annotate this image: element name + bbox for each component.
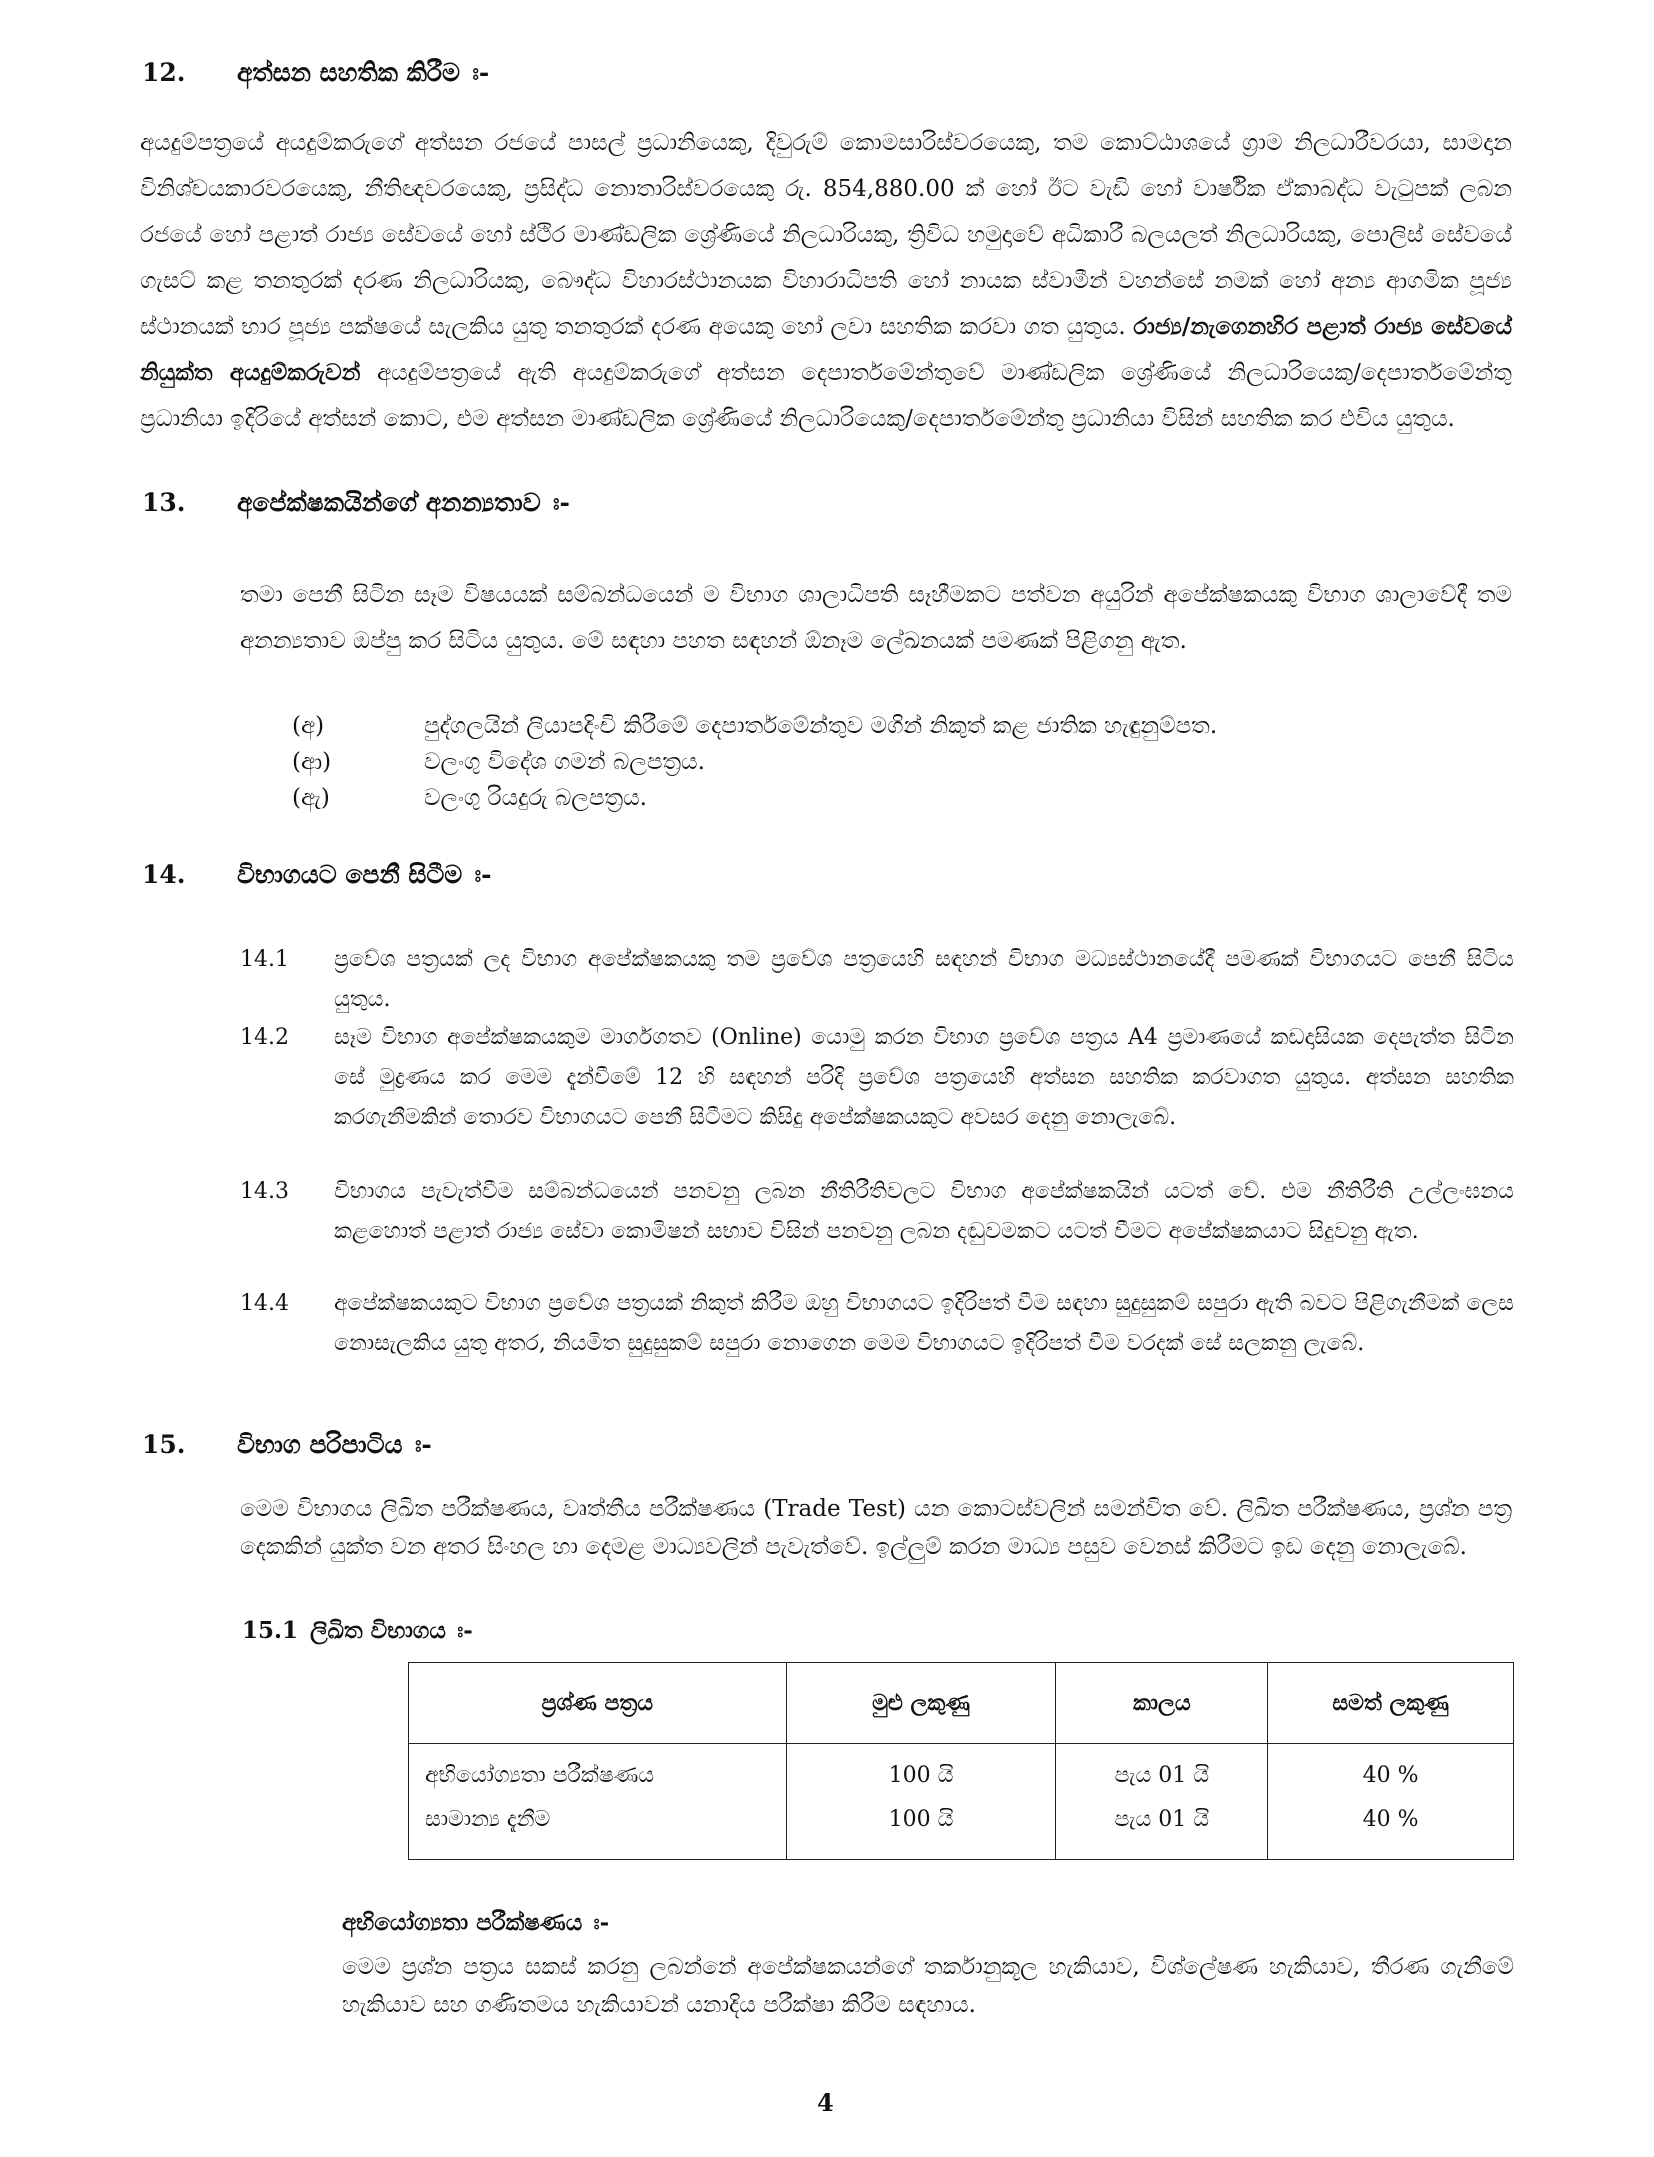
section-12-text-1: අයදුම්පත්‍රයේ අයදුම්කරුගේ අත්සන රජයේ පාසල් ප්‍රධානියෙකු, දිවුරුම් කොමසාරිස්වරයෙකු, තම කොට්ඨාශයේ ග්‍රාම නිලධාරීවරයා, සාමදාන විනිශ්චයකාරවරයෙකු, නීතිඥවරයෙකු, ප්‍රසිද්ධ නොතාරිස්වරයෙකු රු. 854,880.00 ක් හෝ ඊට වැඩි හෝ වාර්ෂික ඒකාබද්ධ වැටුපක් ලබන රජයේ හෝ පළාත් රාජ්‍ය සේවයේ හෝ ස්ථිර මාණ්ඩලික ශ්‍රේණියේ නිලධාරියකු, ත්‍රිවිධ හමුදාවේ අධිකාරී බලයලත් නිලධාරියකු, පොලිස් සේවයේ ගැසට් කළ තනතුරක් දරණ නිලධාරියකු, බෞද්ධ විහාරස්ථානයක විහාරාධිපති හෝ නායක ස්වාමීන් වහන්සේ නමක් හෝ අන්‍ය ආගමික පූජ්‍ය ස්ථානයක් භාර පූජ්‍ය පක්ෂයේ සැලකිය යුතු තනතුරක් දරණ අයෙකු හෝ ලවා සහතික කරවා ගත යුතුය.	[140, 130, 1512, 340]
section-title: විභාග පරිපාටිය ඃ-	[237, 1430, 432, 1459]
list-marker: (ඇ)	[292, 785, 330, 811]
list-text: වලංගු රියදුරු බලපත්‍රය.	[424, 785, 647, 811]
section-15-text: මෙම විභාගය ලිඛිත පරීක්ෂණය, වෘත්තීය පරීක්ෂණය (Trade Test) යන කොටස්වලින් සමන්විත වේ. ලිඛිත පරීක්ෂණය, ප්‍රශ්න පත්‍ර දෙකකින් යුක්ත වන අතර සිංහල හා දෙමළ මාධ්‍යවලින් පැවැත්වේ. ඉල්ලුම් කරන මාධ්‍ය පසුව වෙනස් කිරීමට ඉඩ දෙනු නොලැබේ.	[240, 1496, 1512, 1560]
table-cell-paper	[409, 1744, 787, 1860]
table-cell-pass-mark	[1268, 1744, 1514, 1860]
subsection-number: 14.4	[240, 1291, 289, 1316]
table-cell-marks	[786, 1744, 1056, 1860]
subsection-title: ලිඛිත විභාගය ඃ-	[310, 1617, 473, 1644]
subsection-number: 15.1	[242, 1617, 299, 1644]
section-number: 14.	[142, 860, 186, 889]
subsection-14-2	[240, 1018, 1514, 1178]
subsection-text: අපේක්ෂකයකුට විභාග ප්‍රවේශ පත්‍රයක් නිකුත් කිරීම ඔහු විභාගයට ඉදිරිපත් වීම සඳහා සුදුසුකම් සපුරා ඇති බවට පිළිගැනීමක් ලෙස නොසැලකිය යුතු අතර, නියමිත සුදුසුකම් සපුරා නොගෙන මෙම විභාගයට ඉදිරිපත් වීම වරදක් සේ සලකනු ලැබේ.	[334, 1291, 1514, 1356]
paper-name: අභියෝග්‍යතා පරීක්ෂණය	[425, 1763, 655, 1788]
section-12-bold-text: රාජ්‍ය/නැගෙනහිර පළාත් රාජ්‍ය සේවයේ නියුක්ත අයදුම්කරුවන්	[140, 313, 1513, 386]
subsection-14-4	[240, 1284, 1514, 1404]
section-12-body	[140, 120, 1512, 442]
total-marks: 100 යි	[888, 1763, 954, 1788]
aptitude-test-text: මෙම ප්‍රශ්න පත්‍රය සකස් කරනු ලබන්නේ අපේක්ෂකයන්ගේ තර්කානුකූල හැකියාව, විශ්ලේෂණ හැකියාව, තීරණ ගැනීමේ හැකියාව සහ ගණිතමය හැකියාවන් යනාදිය පරීක්ෂා කිරීම සඳහාය.	[342, 1954, 1514, 2018]
section-number: 12.	[142, 58, 186, 87]
aptitude-test-heading	[342, 1906, 1042, 1940]
section-number: 13.	[142, 488, 186, 517]
list-marker: (අ)	[292, 713, 325, 739]
list-marker: (ආ)	[292, 749, 332, 775]
subsection-14-3	[240, 1172, 1514, 1292]
section-12-text-2: අයදුම්පත්‍රයේ ඇති අයදුම්කරුගේ අත්සන දෙපාර්තමේන්තුවේ මාණ්ඩලික ශ්‍රේණියේ නිලධාරියෙකු/දෙපාර්තමේන්තු ප්‍රධානියා ඉදිරියේ අත්සන් කොට, එම අත්සන මාණ්ඩලික ශ්‍රේණියේ නිලධාරියෙකු/දෙපාර්තමේන්තු ප්‍රධානියා විසින් සහතික කර එවිය යුතුය.	[140, 360, 1512, 432]
subsection-text: සෑම විභාග අපේක්ෂකයකුම මාර්ගගතව (Online) යොමු කරන විභාග ප්‍රවේශ පත්‍රය A4 ප්‍රමාණයේ කඩදාසියක දෙපැත්ත සිටින සේ මුද්‍රණය කර මෙම දැන්වීමේ 12 හි සඳහන් පරිදි ප්‍රවේශ පත්‍රයෙහි අත්සන සහතික කරවාගත යුතුය. අත්සන සහතික කරගැනීමකින් තොරව විභාගයට පෙනී සිටීමට කිසිදු අපේක්ෂකයකුට අවසර දෙනු නොලැබේ.	[334, 1025, 1514, 1130]
table-header: සමත් ලකුණු	[1268, 1663, 1514, 1744]
list-text: පුද්ගලයින් ලියාපදිංචි කිරීමේ දෙපාර්තමේන්තුව මගින් නිකුත් කළ ජාතික හැඳුනුම්පත.	[424, 713, 1218, 739]
subsection-number: 14.3	[240, 1179, 289, 1204]
subsection-number: 14.1	[240, 947, 289, 972]
section-13-heading	[142, 486, 842, 520]
subsection-text: ප්‍රවේශ පත්‍රයක් ලද විභාග අපේක්ෂකයකු තම ප්‍රවේශ පත්‍රයෙහි සඳහන් විභාග මධ්‍යස්ථානයේදී පමණක් විභාගයට පෙනී සිටිය යුතුය.	[334, 947, 1514, 1012]
total-marks: 100 යි	[888, 1807, 954, 1832]
duration: පැය 01 යි	[1114, 1763, 1210, 1788]
duration: පැය 01 යි	[1114, 1807, 1210, 1832]
section-12-heading	[142, 56, 842, 90]
section-title: අත්සන සහතික කිරීම ඃ-	[237, 58, 490, 87]
aptitude-test-body	[342, 1948, 1514, 2024]
section-title: විභාගයට පෙනී සිටීම ඃ-	[237, 860, 492, 889]
paper-name: සාමාන්‍ය දැනීම	[425, 1807, 551, 1832]
subsection-14-1	[240, 940, 1514, 1020]
list-item	[292, 706, 1512, 746]
list-item	[292, 778, 1512, 818]
pass-mark: 40 %	[1362, 1807, 1419, 1832]
section-15-heading	[142, 1428, 842, 1462]
section-14-heading	[142, 858, 842, 892]
table-header: ප්‍රශ්ණ පත්‍රය	[409, 1663, 787, 1744]
section-15-body	[240, 1490, 1512, 1566]
page-number: 4	[817, 2088, 834, 2117]
table-row	[409, 1744, 1514, 1860]
subsection-number: 14.2	[240, 1025, 289, 1050]
list-item	[292, 742, 1512, 782]
subsection-text: විභාගය පැවැත්වීම සම්බන්ධයෙන් පනවනු ලබන නීතිරීතිවලට විභාග අපේක්ෂකයින් යටත් වේ. එම නීතිරීති උල්ලංඝනය කළහොත් පළාත් රාජ්‍ය සේවා කොමිෂන් සභාව විසින් පනවනු ලබන දඬුවමකට යටත් වීමට අපේක්ෂකයාට සිදුවනු ඇත.	[334, 1179, 1514, 1244]
table-cell-duration	[1056, 1744, 1268, 1860]
section-13-body	[240, 572, 1512, 664]
table-header-row	[409, 1663, 1514, 1744]
subsection-15-1-heading	[242, 1614, 842, 1648]
list-text: වලංගු විදේශ ගමන් බලපත්‍රය.	[424, 749, 705, 775]
exam-scheme-table	[408, 1662, 1514, 1860]
section-title: අපේක්ෂකයින්ගේ අනන්‍යතාව ඃ-	[237, 488, 570, 517]
section-number: 15.	[142, 1430, 186, 1459]
table-header: කාලය	[1056, 1663, 1268, 1744]
pass-mark: 40 %	[1362, 1763, 1419, 1788]
section-13-text: තමා පෙනී සිටින සෑම විෂයයක් සම්බන්ධයෙන් ම විභාග ශාලාධිපති සෑහීමකට පත්වන අයුරින් අපේක්ෂකයකු විභාග ශාලාවේදී තම අනන්‍යතාව ඔප්පු කර සිටිය යුතුය. මේ සඳහා පහත සඳහන් ඕනෑම ලේඛනයක් පමණක් පිළිගනු ඇත.	[240, 582, 1512, 654]
aptitude-test-title: අභියෝග්‍යතා පරීක්ෂණය ඃ-	[342, 1909, 610, 1936]
table-header: මුළු ලකුණු	[786, 1663, 1056, 1744]
